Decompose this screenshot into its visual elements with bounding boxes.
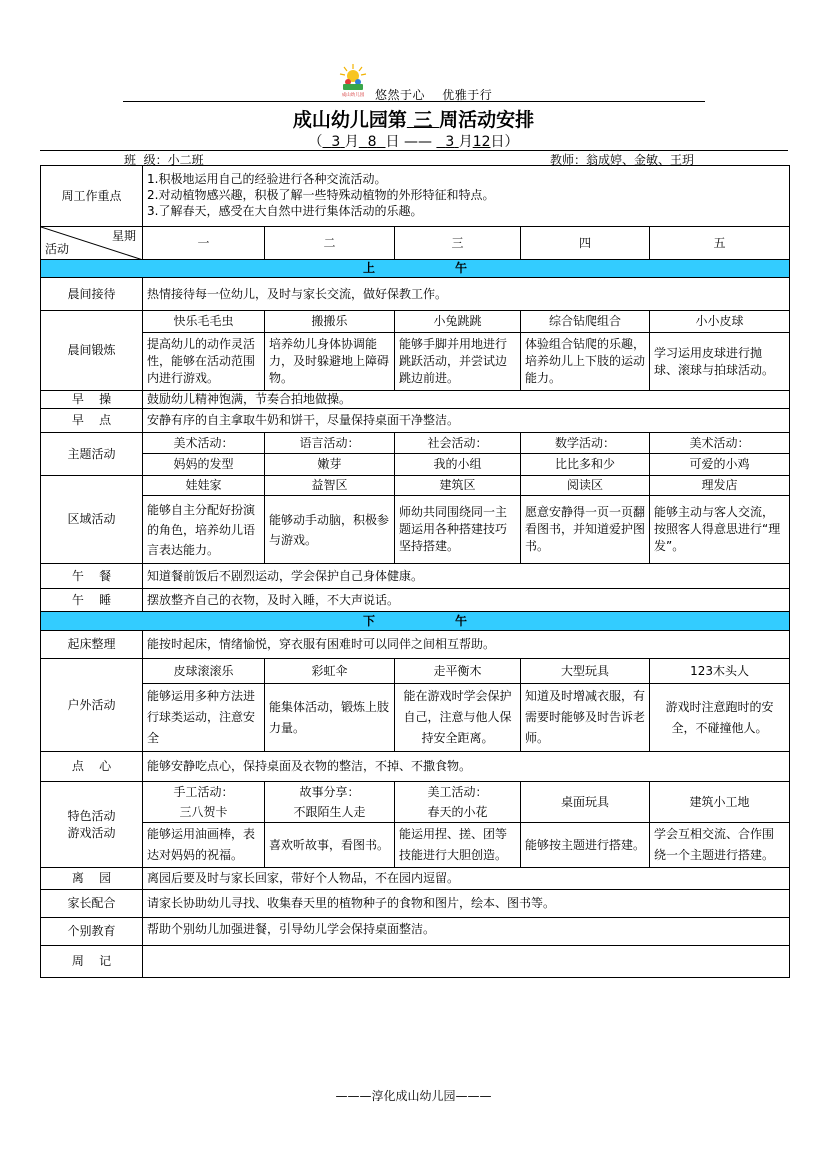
activity-type: 社会活动：	[395, 433, 521, 454]
activity-title: 123木头人	[650, 659, 790, 684]
week-number: 三	[413, 109, 433, 131]
activity-title: 小兔跳跳	[395, 311, 521, 333]
row-text: 热情接待每一位幼儿，及时与家长交流，做好保教工作。	[143, 278, 790, 311]
row-label: 户外活动	[41, 659, 143, 752]
activity-name: 我的小组	[395, 454, 521, 476]
row-text: 鼓励幼儿精神饱满，节奏合拍地做操。	[143, 391, 790, 409]
activity-desc: 能够运用油画棒，表达对妈妈的祝福。	[143, 823, 265, 868]
activity-desc: 能运用捏、搓、团等技能进行大胆创造。	[395, 823, 521, 868]
row-label: 午 餐	[41, 564, 143, 589]
row-label: 周 记	[41, 946, 143, 978]
activity-title: 美工活动： 春天的小花	[395, 782, 521, 823]
area-title: 娃娃家	[143, 476, 265, 496]
activity-desc: 游戏时注意跑时的安全，不碰撞他人。	[650, 684, 790, 752]
row-label: 晨间接待	[41, 278, 143, 311]
activity-desc: 提高幼儿的动作灵活性，能够在活动范围内进行游戏。	[143, 333, 265, 391]
snack-pm-row	[41, 752, 790, 782]
activity-title: 搬搬乐	[265, 311, 395, 333]
row-label: 周工作重点	[41, 166, 143, 227]
row-label: 离 园	[41, 868, 143, 890]
activity-desc: 学会互相交流、合作围绕一个主题进行搭建。	[650, 823, 790, 868]
activity-type: 美术活动：	[650, 433, 790, 454]
activity-desc: 学习运用皮球进行抛球、滚球与拍球活动。	[650, 333, 790, 391]
activity-desc: 知道及时增减衣服，有需要时能够及时告诉老师。	[521, 684, 650, 752]
row-label: 早 点	[41, 409, 143, 433]
reception-row	[41, 278, 790, 311]
schedule-table	[40, 165, 790, 978]
row-text: 能按时起床，情绪愉悦，穿衣服有困难时可以同伴之间相互帮助。	[143, 631, 790, 659]
special-title-row	[41, 782, 790, 823]
date-range: （ 3 月 8 日 —— 3 月12日）	[308, 134, 519, 150]
morning-banner-row	[41, 260, 790, 278]
afternoon-banner-row	[41, 612, 790, 631]
corner-cell: 星期 活动	[41, 227, 143, 260]
activity-title: 走平衡木	[395, 659, 521, 684]
activity-desc: 能集体活动，锻炼上肢力量。	[265, 684, 395, 752]
area-desc: 能够动手动脑，积极参与游戏。	[265, 496, 395, 564]
outdoor-desc-row	[41, 684, 790, 752]
area-title: 理发店	[650, 476, 790, 496]
leave-row	[41, 868, 790, 890]
activity-title: 快乐毛毛虫	[143, 311, 265, 333]
wakeup-row	[41, 631, 790, 659]
kindergarten-logo	[338, 62, 368, 98]
row-label: 午 睡	[41, 589, 143, 612]
day-friday: 五	[650, 227, 790, 260]
activity-desc: 体验组合钻爬的乐趣，培养幼儿上下肢的运动能力。	[521, 333, 650, 391]
activity-title: 小小皮球	[650, 311, 790, 333]
area-desc: 能够主动与客人交流，按照客人得意思进行“理发”。	[650, 496, 790, 564]
day-thursday: 四	[521, 227, 650, 260]
exercise-title-row	[41, 311, 790, 333]
row-label: 个别教育	[41, 918, 143, 946]
activity-title: 大型玩具	[521, 659, 650, 684]
row-text: 帮助个别幼儿加强进餐，引导幼儿学会保持桌面整洁。	[143, 918, 790, 946]
theme-type-row	[41, 433, 790, 454]
snack-am-row	[41, 409, 790, 433]
activity-name: 妈妈的发型	[143, 454, 265, 476]
page-title: 成山幼儿园第 三 周活动安排	[292, 109, 535, 131]
area-desc-row	[41, 496, 790, 564]
activity-type: 美术活动：	[143, 433, 265, 454]
activity-type: 语言活动：	[265, 433, 395, 454]
row-label: 起床整理	[41, 631, 143, 659]
area-title: 建筑区	[395, 476, 521, 496]
day-monday: 一	[143, 227, 265, 260]
notes-row	[41, 946, 790, 978]
row-text: 离园后要及时与家长回家，带好个人物品，不在园内逗留。	[143, 868, 790, 890]
row-text: 知道餐前饭后不剧烈运动，学会保护自己身体健康。	[143, 564, 790, 589]
teacher-info: 教师：翁成婷、金敏、王玥	[550, 153, 695, 167]
activity-title: 彩虹伞	[265, 659, 395, 684]
activity-title: 皮球滚滚乐	[143, 659, 265, 684]
activity-type: 数学活动：	[521, 433, 650, 454]
outdoor-title-row	[41, 659, 790, 684]
day-tuesday: 二	[265, 227, 395, 260]
row-text: 摆放整齐自己的衣物，及时入睡，不大声说话。	[143, 589, 790, 612]
weekly-focus-row	[41, 166, 790, 227]
afternoon-banner: 下 午	[41, 612, 790, 631]
activity-name: 嫩芽	[265, 454, 395, 476]
activity-desc: 能够手脚并用地进行跳跃活动，并尝试边跳边前进。	[395, 333, 521, 391]
motto: 悠然于心 优雅于行	[375, 88, 493, 102]
area-desc: 能够自主分配好扮演的角色，培养幼儿语言表达能力。	[143, 496, 265, 564]
activity-title: 桌面玩具	[521, 782, 650, 823]
area-title-row	[41, 476, 790, 496]
row-label: 区域活动	[41, 476, 143, 564]
row-label: 家长配合	[41, 890, 143, 918]
special-desc-row	[41, 823, 790, 868]
row-text: 能够安静吃点心，保持桌面及衣物的整洁，不掉、不撒食物。	[143, 752, 790, 782]
row-label: 晨间锻炼	[41, 311, 143, 391]
footer: ———淳化成山幼儿园———	[335, 1089, 492, 1103]
activity-title: 故事分享： 不跟陌生人走	[265, 782, 395, 823]
activity-desc: 能够运用多种方法进行球类运动，注意安全	[143, 684, 265, 752]
row-label: 特色活动 游戏活动	[41, 782, 143, 868]
day-wednesday: 三	[395, 227, 521, 260]
area-desc: 愿意安静得一页一页翻看图书，并知道爱护图书。	[521, 496, 650, 564]
area-title: 益智区	[265, 476, 395, 496]
weekly-focus-content: 1.积极地运用自己的经验进行各种交流活动。 2.对动植物感兴趣，积极了解一些特殊动植物的外形特征和特点。 3.了解春天，感受在大自然中进行集体活动的乐趣。	[143, 166, 790, 227]
header-divider	[123, 101, 705, 102]
morning-banner: 上 午	[41, 260, 790, 278]
weekday-header-row	[41, 227, 790, 260]
morning-exercise-row	[41, 391, 790, 409]
activity-desc: 能够按主题进行搭建。	[521, 823, 650, 868]
individual-row	[41, 918, 790, 946]
activity-name: 比比多和少	[521, 454, 650, 476]
row-label: 点 心	[41, 752, 143, 782]
theme-name-row	[41, 454, 790, 476]
activity-title: 综合钻爬组合	[521, 311, 650, 333]
row-text: 安静有序的自主拿取牛奶和饼干，尽量保持桌面干净整洁。	[143, 409, 790, 433]
activity-desc: 能在游戏时学会保护自己，注意与他人保持安全距离。	[395, 684, 521, 752]
row-text: 请家长协助幼儿寻找、收集春天里的植物种子的食物和图片，绘本、图书等。	[143, 890, 790, 918]
area-title: 阅读区	[521, 476, 650, 496]
exercise-desc-row	[41, 333, 790, 391]
logo-text: 成山幼儿园	[341, 93, 365, 98]
lunch-row	[41, 564, 790, 589]
activity-desc: 喜欢听故事，看图书。	[265, 823, 395, 868]
class-info: 班 级：小二班	[124, 153, 204, 167]
notes-area	[143, 946, 790, 978]
area-desc: 师幼共同围绕同一主题运用各种搭建技巧坚持搭建。	[395, 496, 521, 564]
row-label: 主题活动	[41, 433, 143, 476]
activity-title: 建筑小工地	[650, 782, 790, 823]
parents-row	[41, 890, 790, 918]
activity-desc: 培养幼儿身体协调能力，及时躲避地上障碍物。	[265, 333, 395, 391]
row-label: 早 操	[41, 391, 143, 409]
activity-name: 可爱的小鸡	[650, 454, 790, 476]
activity-title: 手工活动： 三八贺卡	[143, 782, 265, 823]
nap-row	[41, 589, 790, 612]
